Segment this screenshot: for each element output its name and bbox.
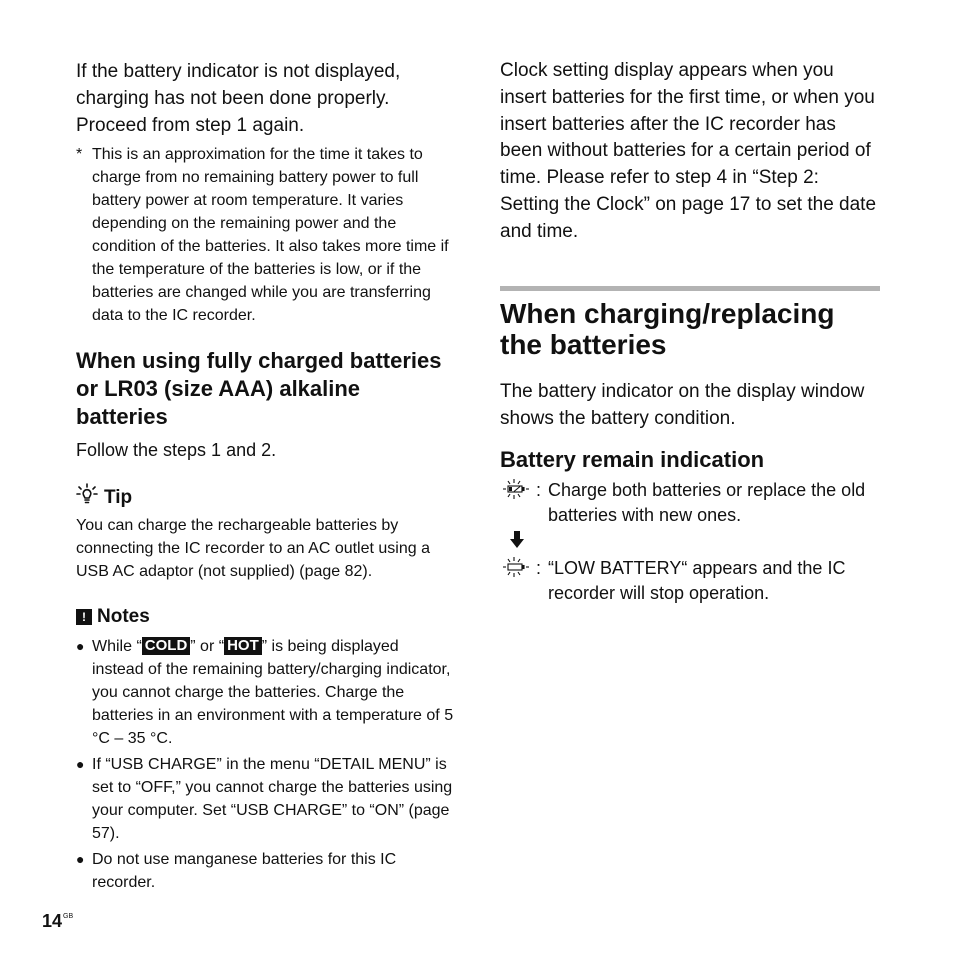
main-heading: When charging/replacing the batteries [500, 297, 835, 360]
indicator-row-empty [500, 556, 880, 606]
footnote [76, 143, 454, 327]
arrow-down-icon [510, 531, 524, 554]
hot-badge: HOT [224, 637, 262, 655]
note-item: ● If “USB CHARGE” in the menu “DETAIL MENU” is set to “OFF,” you cannot charge the batteries using your computer. Set “USB CHARGE” to “ON” (page 57). [76, 753, 454, 845]
indicator-row-low [500, 478, 880, 528]
clock-paragraph: Clock setting display appears when you insert batteries for the first time, or when you insert batteries after the IC recorder has been without batteries for a certain period of time. Please refer to step 4 in “Step 2: Setting the Clock” on page 17 to set the date and time. [500, 60, 877, 242]
note-icon: ! [76, 609, 92, 625]
footnote-marker: * [76, 146, 83, 163]
cold-badge: COLD [142, 637, 191, 655]
battery-empty-icon [500, 556, 536, 581]
notes-label: Notes [97, 606, 150, 627]
indicator-text-empty: “LOW BATTERY“ appears and the IC recorder will stop operation. [548, 557, 846, 603]
notes-heading [76, 605, 454, 629]
battery-remain-heading: Battery remain indication [500, 446, 765, 472]
section-heading: When using fully charged batteries or LR03 (size AAA) alkaline batteries [76, 348, 442, 429]
left-column [76, 58, 454, 897]
page-region: GB [63, 913, 74, 920]
footnote-text: This is an approximation for the time it takes to charge from no remaining battery power to full battery power at room temperature. It varies depending on the remaining power and the condition of the batteries. It also takes more time if the temperature of the batteries is low, or if the batteries are changed while you are transferring data to the IC recorder. [92, 146, 449, 324]
steps-text: Follow the steps 1 and 2. [76, 440, 277, 460]
note-item: ● Do not use manganese batteries for this IC recorder. [76, 848, 454, 894]
bullet-icon: ● [76, 638, 85, 654]
tip-label: Tip [104, 486, 133, 508]
note-item: ● While “ COLD ” or “ HOT ” is being displayed instead of the remaining battery/charging indicator, you cannot charge the batteries. Charge the batteries in an environment with a temperature of 5 °C – 35 °C. [76, 637, 454, 747]
intro-paragraph: If the battery indicator is not displayed, charging has not been done properly. Proceed from step 1 again. [76, 61, 401, 136]
right-column [500, 58, 880, 606]
arrow-row [500, 528, 880, 552]
notes-list [76, 635, 454, 894]
bullet-icon: ● [76, 756, 85, 772]
battery-intro: The battery indicator on the display window shows the battery condition. [500, 380, 865, 429]
indicator-text-low: Charge both batteries or replace the old batteries with new ones. [548, 479, 866, 525]
colon: : [536, 557, 542, 578]
tip-heading [76, 483, 454, 512]
page-number: $14^{GB}$ [42, 911, 74, 931]
colon: : [536, 479, 542, 500]
tip-text: You can charge the rechargeable batteries by connecting the IC recorder to an AC outlet using a USB AC adaptor (not supplied) (page 82). [76, 517, 430, 580]
bullet-icon: ● [76, 851, 85, 867]
battery-low-icon [500, 478, 536, 503]
section-divider [500, 286, 880, 291]
lightbulb-icon [76, 483, 98, 512]
